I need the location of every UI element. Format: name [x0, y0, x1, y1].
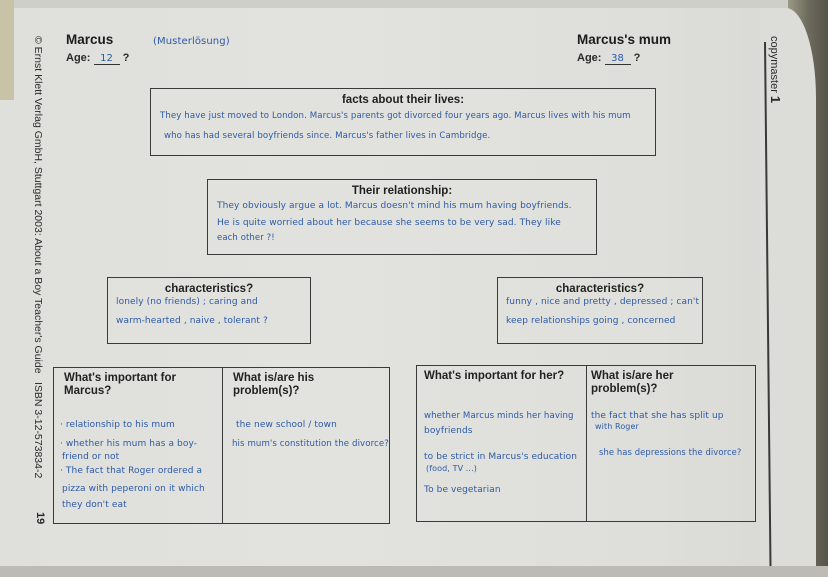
heading-line: Marcus?	[64, 385, 112, 397]
isbn-text: ISBN 3-12-573834-2	[32, 382, 44, 479]
important-item: they don't eat	[62, 500, 127, 510]
important-item: pizza with peperoni on it which	[62, 484, 205, 494]
copymaster-label	[768, 36, 783, 103]
copymaster-text: copymaster	[768, 36, 780, 93]
characteristics-line: keep relationships going , concerned	[506, 316, 676, 326]
important-item: to be strict in Marcus's education	[424, 452, 578, 462]
heading-line: What is/are her	[591, 370, 674, 382]
age-value: 12	[100, 53, 113, 64]
important-item: whether Marcus minds her having	[424, 411, 574, 421]
age-blank	[94, 52, 120, 65]
column-heading	[417, 366, 586, 383]
age-value: 38	[611, 53, 624, 64]
characteristics-line: warm-hearted , naive , tolerant ?	[116, 316, 268, 326]
relationship-line: each other ?!	[217, 233, 275, 243]
marcus-table	[53, 367, 390, 524]
marcus-title: Marcus	[66, 32, 114, 47]
column-heading	[54, 368, 222, 398]
important-item: friend or not	[62, 452, 120, 462]
heading-line: What is/are his	[233, 372, 315, 384]
age-blank	[605, 52, 631, 65]
important-item: · relationship to his mum	[60, 420, 175, 430]
photo-bottom-edge	[0, 566, 828, 577]
important-item: · The fact that Roger ordered a	[60, 466, 203, 476]
important-item: To be vegetarian	[424, 485, 501, 495]
copyright-text: © Ernst Klett Verlag GmbH, Stuttgart 2003: About a Boy Teacher's Guide	[32, 36, 44, 374]
marcus-characteristics-box	[107, 277, 311, 344]
mum-important-column	[417, 366, 586, 521]
important-item: (food, TV ...)	[426, 464, 477, 473]
facts-line: They have just moved to London. Marcus's parents got divorced four years ago. Marcus lives with his mum	[160, 111, 631, 121]
problem-item: the fact that she has split up	[591, 411, 724, 421]
marcus-problems-column	[222, 368, 389, 523]
age-suffix: ?	[122, 52, 130, 64]
problem-item: she has depressions the divorce?	[599, 447, 742, 457]
relationship-line: They obviously argue a lot. Marcus doesn't mind his mum having boyfriends.	[217, 201, 572, 211]
characteristics-line: funny , nice and pretty , depressed ; can't	[506, 297, 700, 307]
mum-title: Marcus's mum	[577, 32, 671, 47]
mum-problems-column	[586, 366, 755, 521]
heading-line: problem(s)?	[233, 385, 300, 397]
relationship-heading: Their relationship:	[351, 185, 453, 197]
page-number: 19	[34, 512, 46, 525]
heading-line: What's important for her?	[424, 370, 565, 382]
mum-characteristics-box	[497, 277, 703, 344]
copymaster-number: 1	[768, 95, 783, 104]
column-heading	[223, 368, 389, 398]
heading-line: What's important for	[64, 372, 176, 384]
marcus-age	[66, 52, 129, 65]
marcus-important-column	[54, 368, 222, 523]
relationship-line: He is quite worried about her because she seems to be very sad. They like	[217, 218, 561, 228]
facts-heading: facts about their lives:	[341, 94, 465, 106]
problem-item: the new school / town	[236, 420, 337, 430]
age-suffix: ?	[633, 52, 641, 64]
relationship-box	[207, 179, 597, 255]
problem-item: his mum's constitution the divorce?	[232, 439, 389, 449]
heading-line: problem(s)?	[591, 383, 658, 395]
mum-table	[416, 365, 756, 522]
column-heading	[587, 366, 755, 396]
characteristics-heading: characteristics?	[555, 283, 645, 295]
age-label: Age:	[66, 52, 91, 64]
characteristics-heading: characteristics?	[164, 283, 254, 295]
model-answer-note: (Musterlösung)	[153, 36, 230, 47]
important-item: boyfriends	[424, 426, 473, 436]
age-label: Age:	[577, 52, 602, 64]
problem-item: with Roger	[595, 422, 639, 431]
facts-line: who has had several boyfriends since. Marcus's father lives in Cambridge.	[164, 131, 491, 141]
important-item: · whether his mum has a boy-	[60, 439, 198, 449]
facts-box	[150, 88, 656, 156]
mum-age	[577, 52, 640, 65]
characteristics-line: lonely (no friends) ; caring and	[116, 297, 258, 307]
left-tab-edge	[0, 0, 14, 100]
